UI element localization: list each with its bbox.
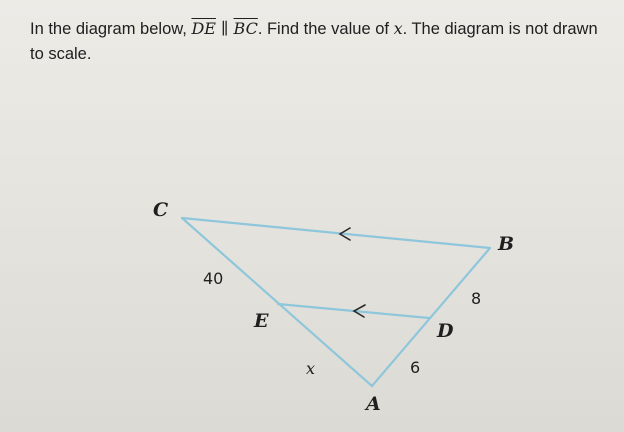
parallel-symbol: ∥ <box>215 19 234 38</box>
vertex-label-b: B <box>498 233 515 255</box>
length-label-ce: 40 <box>203 269 224 288</box>
edge-ca <box>182 218 372 386</box>
vertex-label-d: D <box>437 320 454 342</box>
edge-cb <box>182 218 490 248</box>
segment-de: $\overline{DE}$ <box>191 19 216 38</box>
question-variable: x <box>393 19 403 38</box>
question-prefix: In the diagram below, <box>30 20 192 38</box>
segment-bc: $\overline{BC}$ <box>233 19 258 38</box>
question-middle: . Find the value of <box>257 20 394 38</box>
question-suffix: . The diagram is not drawn to scale. <box>30 20 598 63</box>
length-label-bd: 8 <box>471 289 482 308</box>
edge-ba <box>372 248 490 386</box>
length-label-ea: x <box>306 359 316 378</box>
length-label-da: 6 <box>410 358 421 377</box>
vertex-label-c: C <box>153 199 169 221</box>
vertex-label-e: E <box>254 310 269 332</box>
vertex-label-a: A <box>366 393 381 415</box>
